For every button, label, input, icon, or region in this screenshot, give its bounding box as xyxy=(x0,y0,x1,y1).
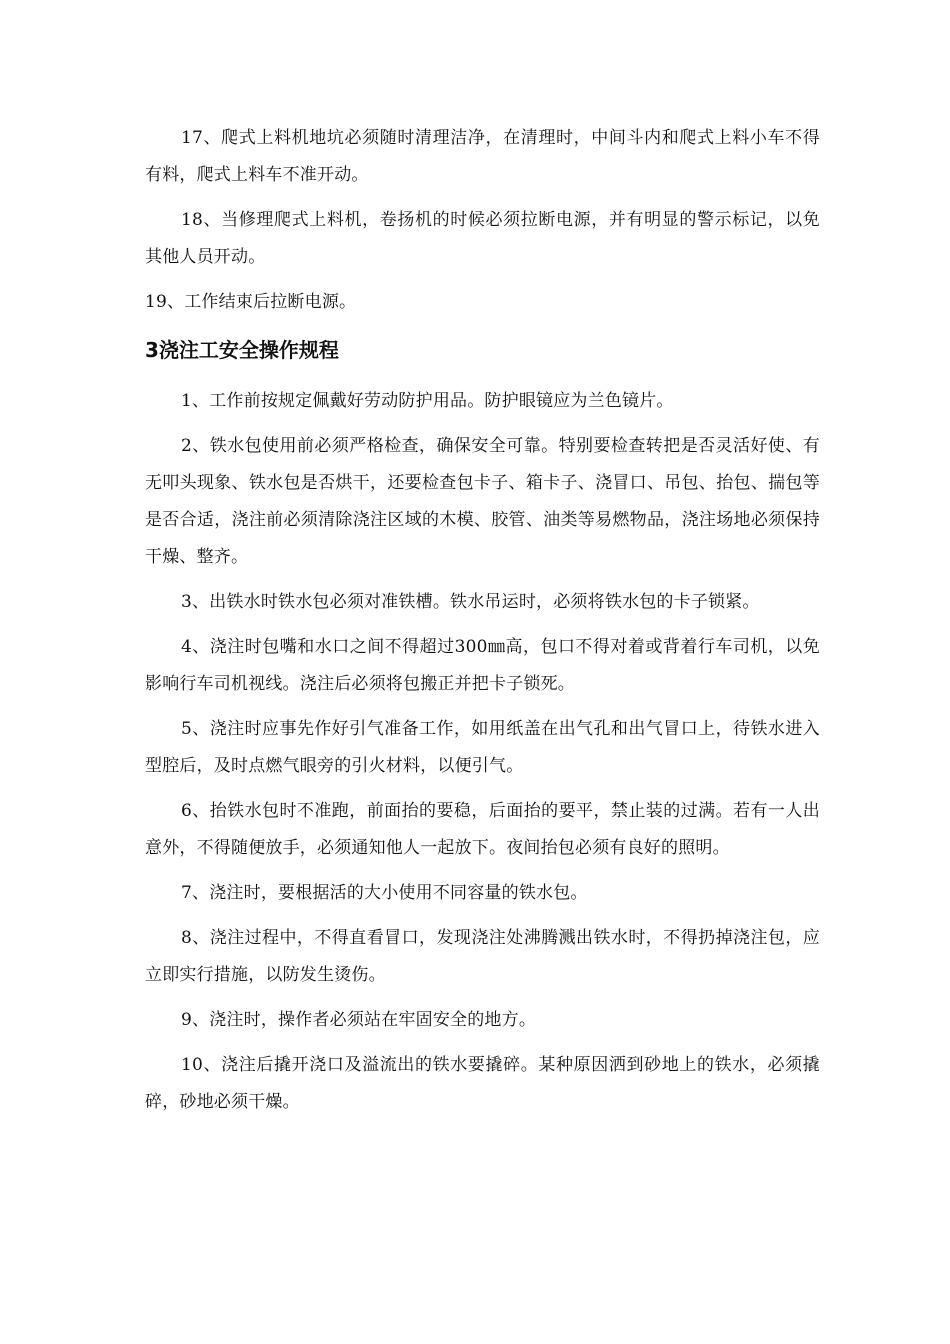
rule-1: 1、工作前按规定佩戴好劳动防护用品。防护眼镜应为兰色镜片。 xyxy=(181,391,674,411)
rule-7: 7、浇注时，要根据活的大小使用不同容量的铁水包。 xyxy=(181,883,588,903)
section-heading: 3浇注工安全操作规程 xyxy=(145,338,339,362)
rule-8: 8、浇注过程中，不得直看冒口，发现浇注处沸腾溅出铁水时，不得扔掉浇注包，应立即实行措施，以防发生烫伤。 xyxy=(145,928,820,985)
rule-2: 2、铁水包使用前必须严格检查，确保安全可靠。特别要检查转把是否灵活好使、有无叩头现象、铁水包是否烘干，还要检查包卡子、箱卡子、浇冒口、吊包、抬包、揣包等是否合适，浇注前必须清除浇注区域的木模、胶管、油类等易燃物品，浇注场地必须保持干燥、整齐。 xyxy=(145,436,820,567)
rule-4: 4、浇注时包嘴和水口之间不得超过300㎜高，包口不得对着或背着行车司机，以免影响行车司机视线。浇注后必须将包搬正并把卡子锁死。 xyxy=(145,637,820,694)
paragraph-19: 19、工作结束后拉断电源。 xyxy=(145,292,357,312)
paragraph-18: 18、当修理爬式上料机，卷扬机的时候必须拉断电源，并有明显的警示标记，以免其他人员开动。 xyxy=(145,210,820,267)
rule-6: 6、抬铁水包时不准跑，前面抬的要稳，后面抬的要平，禁止装的过满。若有一人出意外，不得随便放手，必须通知他人一起放下。夜间抬包必须有良好的照明。 xyxy=(145,801,820,858)
rule-5: 5、浇注时应事先作好引气准备工作，如用纸盖在出气孔和出气冒口上，待铁水进入型腔后，及时点燃气眼旁的引火材料，以便引气。 xyxy=(145,719,820,776)
rule-9: 9、浇注时，操作者必须站在牢固安全的地方。 xyxy=(181,1010,537,1030)
paragraph-17: 17、爬式上料机地坑必须随时清理洁净，在清理时，中间斗内和爬式上料小车不得有料，爬式上料车不准开动。 xyxy=(145,128,820,185)
document-page xyxy=(145,120,820,1129)
rule-3: 3、出铁水时铁水包必须对准铁槽。铁水吊运时，必须将铁水包的卡子锁紧。 xyxy=(181,592,760,612)
rule-10: 10、浇注后撬开浇口及溢流出的铁水要撬碎。某种原因洒到砂地上的铁水，必须撬碎，砂地必须干燥。 xyxy=(145,1055,820,1112)
